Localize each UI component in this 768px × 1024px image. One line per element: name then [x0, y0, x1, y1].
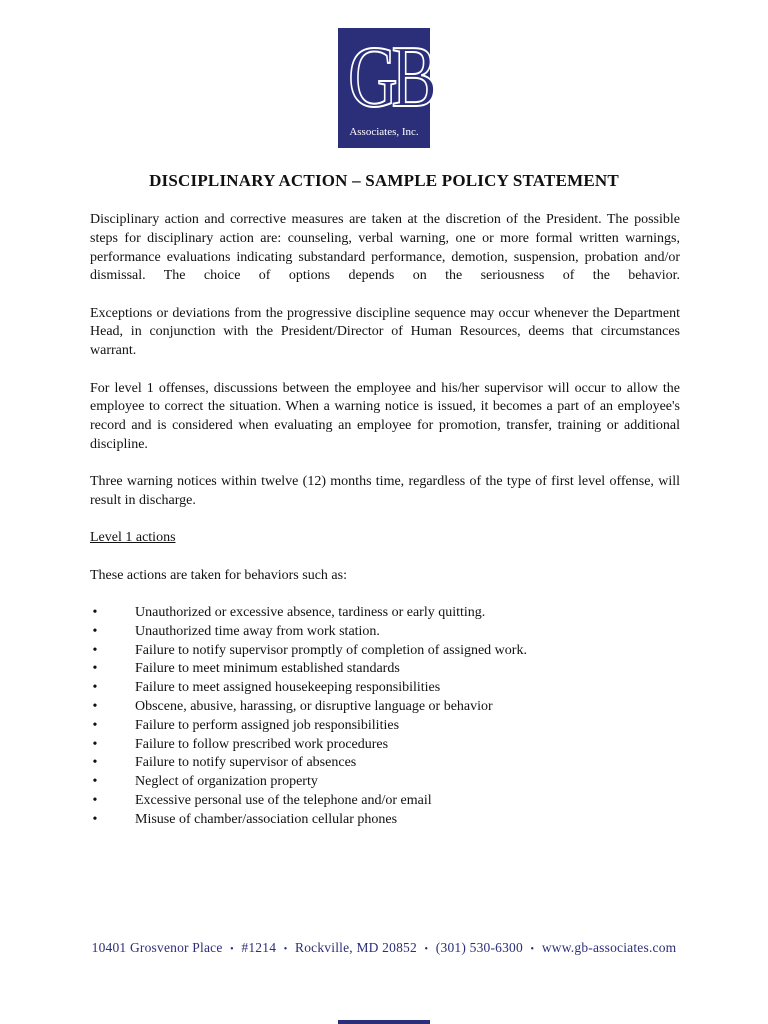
list-item-text: Obscene, abusive, harassing, or disruptive language or behavior — [135, 698, 493, 714]
footer-phone: (301) 530-6300 — [435, 940, 523, 955]
bullet-icon: • — [92, 774, 98, 790]
footer-website-link[interactable]: www.gb-associates.com — [541, 940, 677, 955]
list-item — [90, 717, 680, 736]
list-item-text: Excessive personal use of the telephone and/or email — [135, 792, 432, 808]
logo-subtitle: Associates, Inc. — [349, 126, 419, 138]
list-item-text: Neglect of organization property — [135, 774, 318, 790]
document-title: DISCIPLINARY ACTION – SAMPLE POLICY STATEMENT — [149, 171, 619, 190]
bullet-icon: • — [92, 680, 98, 696]
level-1-actions-list — [90, 604, 680, 830]
separator-icon: • — [230, 944, 234, 955]
paragraph-discretion: Disciplinary action and corrective measures are taken at the discretion of the President. The possible steps for disciplinary action are: counseling, verbal warning, one or more formal written warnings, performance evaluations indicating substandard performance, demotion, suspension, probation and/or dismissal. The choice of options depends on the seriousness of the behavior. — [90, 212, 680, 284]
list-item-text: Unauthorized or excessive absence, tardiness or early quitting. — [135, 604, 486, 620]
separator-icon: • — [283, 944, 288, 955]
actions-intro: These actions are taken for behaviors such as: — [90, 567, 347, 583]
separator-icon: • — [530, 944, 535, 955]
level-1-heading: Level 1 actions — [90, 530, 176, 546]
list-item — [90, 792, 680, 811]
bullet-icon: • — [92, 623, 98, 639]
bullet-icon: • — [92, 792, 98, 808]
list-item — [90, 604, 680, 623]
bullet-icon: • — [92, 698, 98, 714]
list-item-text: Unauthorized time away from work station. — [135, 623, 380, 639]
list-item — [90, 736, 680, 755]
logo-letters: GB — [348, 29, 431, 126]
list-item — [90, 698, 680, 717]
list-item-text: Failure to meet assigned housekeeping responsibilities — [135, 680, 441, 696]
document-body — [90, 211, 680, 830]
footer-contact — [0, 940, 768, 956]
list-item-text: Failure to perform assigned job responsibilities — [135, 717, 400, 733]
bullet-icon: • — [92, 604, 98, 620]
bullet-icon: • — [92, 642, 98, 658]
list-item-text: Misuse of chamber/association cellular phones — [135, 811, 398, 827]
list-item-text: Failure to follow prescribed work procedures — [135, 736, 389, 752]
bullet-icon: • — [92, 661, 98, 677]
paragraph-level1-offenses: For level 1 offenses, discussions between the employee and his/her supervisor will occur to allow the employee to correct the situation. When a warning notice is issued, it becomes a part of an employee's record and is considered when evaluating an employee for promotion, transfer, training or additional discipline. — [90, 380, 680, 452]
company-logo — [338, 28, 430, 148]
footer-address: 10401 Grosvenor Place — [91, 940, 223, 955]
footer-city: Rockville, MD 20852 — [295, 940, 417, 955]
list-item — [90, 623, 680, 642]
list-item-text: Failure to notify supervisor promptly of completion of assigned work. — [135, 642, 527, 658]
list-item — [90, 811, 680, 830]
list-item — [90, 642, 680, 661]
list-item — [90, 773, 680, 792]
list-item — [90, 679, 680, 698]
bullet-icon: • — [92, 717, 98, 733]
list-item — [90, 660, 680, 679]
bullet-icon: • — [92, 755, 98, 771]
list-item-text: Failure to meet minimum established standards — [135, 661, 400, 677]
paragraph-exceptions: Exceptions or deviations from the progressive discipline sequence may occur whenever the Department Head, in conjunction with the President/Director of Human Resources, deems that circumstances warrant. — [90, 305, 680, 359]
footer-suite: #1214 — [241, 940, 277, 955]
bullet-icon: • — [92, 811, 98, 827]
bottom-brand-bar — [338, 1020, 430, 1024]
paragraph-warning-notices: Three warning notices within twelve (12) months time, regardless of the type of first level offense, will result in discharge. — [90, 474, 680, 509]
bullet-icon: • — [92, 736, 98, 752]
list-item-text: Failure to notify supervisor of absences — [135, 755, 357, 771]
list-item — [90, 754, 680, 773]
separator-icon: • — [424, 944, 429, 955]
